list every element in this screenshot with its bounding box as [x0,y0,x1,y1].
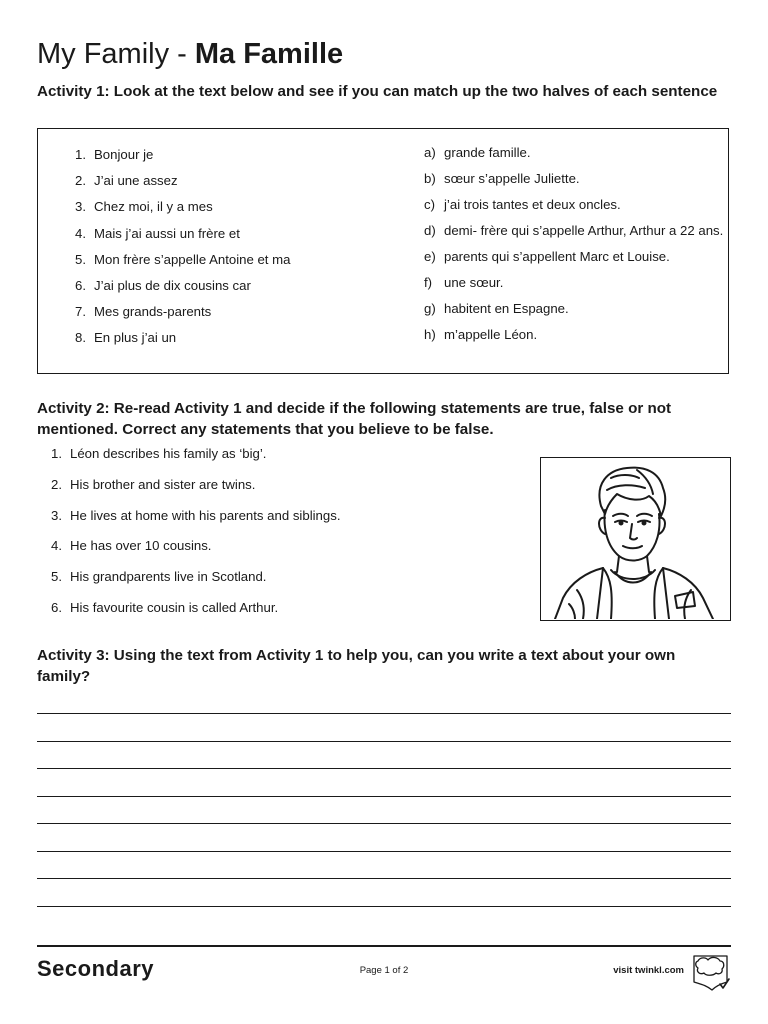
list-item: 8. En plus j’ai un [75,330,177,346]
writing-line [37,878,731,879]
list-item: b) sœur s’appelle Juliette. [424,171,580,186]
list-item: 6. J’ai plus de dix cousins car [75,277,251,293]
list-item: 2. His brother and sister are twins. [51,476,256,492]
title-prefix: My Family - [37,38,195,70]
page-title [37,36,343,72]
visit-link[interactable]: visit twinkl.com [613,965,684,976]
activity3-heading: Activity 3: Using the text from Activity 1 to help you, can you write a text about your own family? [37,647,676,685]
title-main: Ma Famille [194,38,344,70]
list-item: 6. His favourite cousin is called Arthur. [51,599,279,615]
writing-line [37,768,731,769]
page-number: Page 1 of 2 [359,965,409,976]
sentence-ends-list [424,145,724,353]
activity1-heading: Activity 1: Look at the text below and see if you can match up the two halves of each sentence [37,83,718,100]
list-item: g) habitent en Espagne. [424,301,569,316]
twinkl-quality-badge-icon [690,952,731,992]
sentence-starts-list [68,147,408,357]
list-item: 1. Léon describes his family as ‘big’. [51,446,267,461]
activity1-box [37,128,729,374]
writing-line [37,713,731,714]
list-item: 1. Bonjour je [75,147,154,162]
list-item: a) grande famille. [424,145,531,160]
list-item: 3. He lives at home with his parents and siblings. [51,507,341,523]
list-item: 5. His grandparents live in Scotland. [51,569,267,585]
writing-line [37,741,731,742]
writing-line [37,906,731,907]
footer-divider [37,945,731,947]
list-item: 7. Mes grands-parents [75,304,212,320]
list-item: 3. Chez moi, il y a mes [75,199,213,215]
footer-brand: Secondary [37,956,154,981]
list-item: 4. He has over 10 cousins. [51,538,212,554]
list-item: 4. Mais j’ai aussi un frère et [75,225,240,241]
list-item: h) m’appelle Léon. [424,327,538,342]
list-item: e) parents qui s’appellent Marc et Louise. [424,249,670,264]
writing-line [37,823,731,824]
writing-line [37,851,731,852]
list-item: c) j’ai trois tantes et deux oncles. [424,197,621,212]
boy-portrait-illustration [540,457,731,621]
list-item: 2. J’ai une assez [75,173,178,189]
statements-list [44,446,514,631]
activity2-heading: Activity 2: Re-read Activity 1 and decide if the following statements are true, false or not mentioned. Correct any statements that you believe to be false. [37,400,672,438]
list-item: 5. Mon frère s’appelle Antoine et ma [75,251,291,267]
list-item: f) une sœur. [424,275,504,290]
list-item: d) demi- frère qui s’appelle Arthur, Arthur a 22 ans. [424,223,724,238]
writing-line [37,796,731,797]
